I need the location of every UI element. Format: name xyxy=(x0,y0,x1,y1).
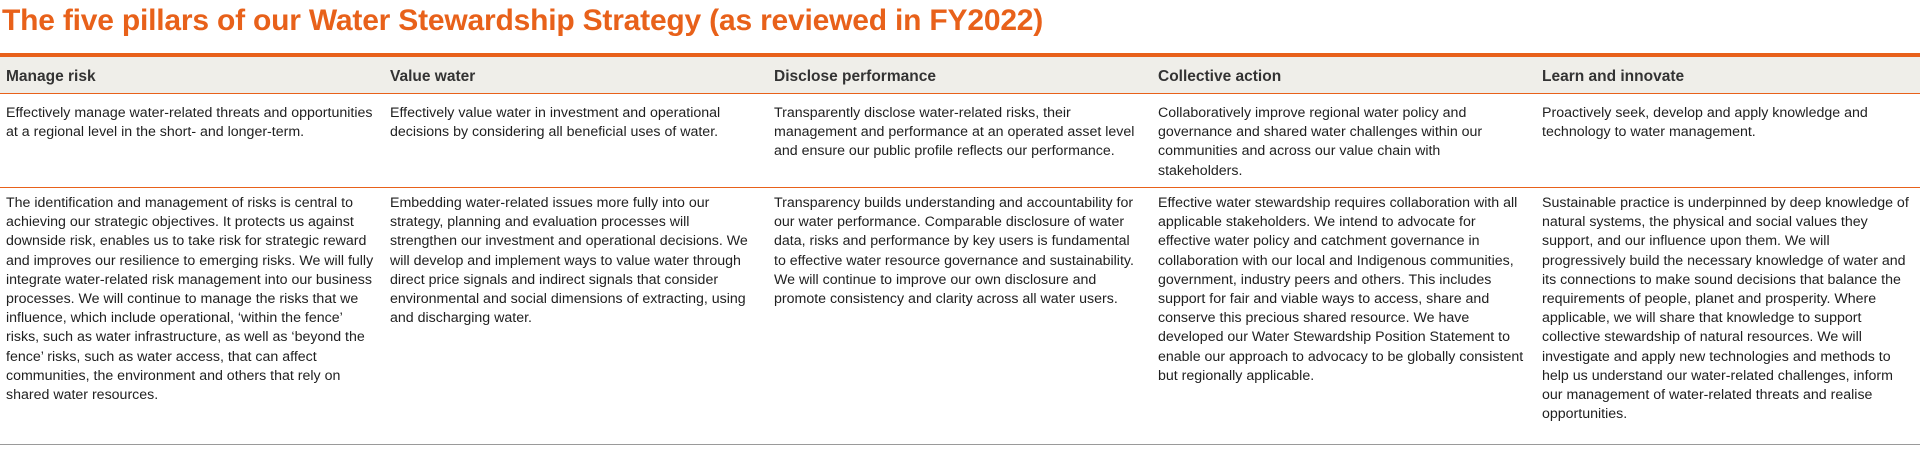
page-title: The five pillars of our Water Stewardship Strategy (as reviewed in FY2022) xyxy=(2,4,1044,37)
pillar-header-row xyxy=(0,57,1920,94)
pillar-heading-learn-and-innovate: Learn and innovate xyxy=(1536,57,1920,94)
pillar-detail-value-water: Embedding water-related issues more fully into our strategy, planning and evaluation processes will strengthen our investment and operational decisions. We will develop and implement ways to value water through direct price signals and indirect signals that consider environmental and social dimensions of extracting, using and discharging water. xyxy=(384,188,768,445)
pillar-detail-collective-action: Effective water stewardship requires collaboration with all applicable stakeholders. We intend to advocate for effective water policy and catchment governance in collaboration with our local and Indigenous communities, government, industry peers and others. This includes support for fair and viable ways to access, share and conserve this precious shared resource. We have developed our Water Stewardship Position Statement to enable our approach to advocacy to be globally consistent but regionally applicable. xyxy=(1152,188,1536,445)
pillar-summary-value-water: Effectively value water in investment and operational decisions by considering all beneficial uses of water. xyxy=(384,94,768,188)
pillar-summary-manage-risk: Effectively manage water-related threats and opportunities at a regional level in the short- and longer-term. xyxy=(0,94,384,188)
pillar-summary-row xyxy=(0,94,1920,188)
pillar-detail-disclose-performance: Transparency builds understanding and accountability for our water performance. Comparable disclosure of water data, risks and performance by key users is fundamental to effective water resource governance and sustainability. We will continue to improve our own disclosure and promote consistency and clarity across all water users. xyxy=(768,188,1152,445)
pillar-detail-learn-and-innovate: Sustainable practice is underpinned by deep knowledge of natural systems, the physical and social values they support, and our influence upon them. We will progressively build the necessary knowledge of water and its connections to make sound decisions that balance the requirements of people, planet and prosperity. Where applicable, we will share that knowledge to support collective stewardship of natural resources. We will investigate and apply new technologies and methods to help us understand our water-related challenges, inform our management of water-related threats and realise opportunities. xyxy=(1536,188,1920,445)
pillar-heading-manage-risk: Manage risk xyxy=(0,57,384,94)
pillar-heading-value-water: Value water xyxy=(384,57,768,94)
pillar-summary-collective-action: Collaboratively improve regional water policy and governance and shared water challenges within our communities and across our value chain with stakeholders. xyxy=(1152,94,1536,188)
pillar-heading-collective-action: Collective action xyxy=(1152,57,1536,94)
pillar-heading-disclose-performance: Disclose performance xyxy=(768,57,1152,94)
pillar-detail-manage-risk: The identification and management of risks is central to achieving our strategic objectives. It protects us against downside risk, enables us to take risk for strategic reward and improves our resilience to emerging risks. We will fully integrate water-related risk management into our business processes. We will continue to manage the risks that we influence, which include operational, ‘within the fence’ risks, such as water infrastructure, as well as ‘beyond the fence’ risks, such as water access, that can affect communities, the environment and others that rely on shared water resources. xyxy=(0,188,384,445)
pillar-summary-learn-and-innovate: Proactively seek, develop and apply knowledge and technology to water management. xyxy=(1536,94,1920,188)
pillars-table xyxy=(0,57,1920,445)
pillar-summary-disclose-performance: Transparently disclose water-related risks, their management and performance at an operated asset level and ensure our public profile reflects our performance. xyxy=(768,94,1152,188)
pillar-detail-row xyxy=(0,188,1920,445)
